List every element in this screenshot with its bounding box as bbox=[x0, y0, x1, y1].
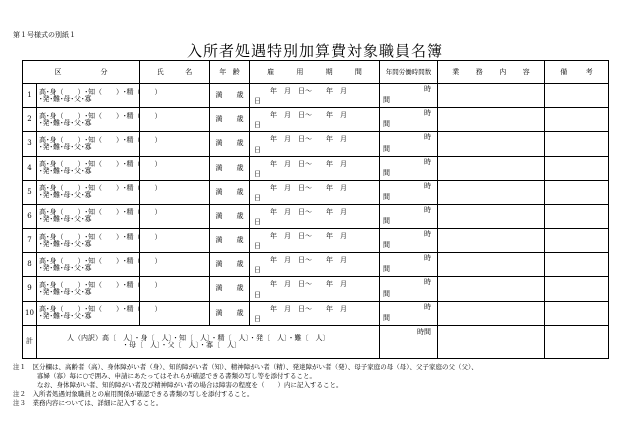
remarks-cell[interactable] bbox=[545, 253, 609, 277]
hours-top: 時 bbox=[424, 85, 431, 93]
duties-cell[interactable] bbox=[438, 84, 545, 108]
period-line1: 年 月 日～ 年 月 bbox=[270, 207, 347, 216]
period-line1: 年 月 日～ 年 月 bbox=[270, 135, 347, 144]
row-number: 3 bbox=[23, 132, 37, 156]
table-row bbox=[23, 253, 609, 277]
table-row bbox=[23, 180, 609, 204]
duties-cell[interactable] bbox=[438, 204, 545, 228]
period-line2: 日 bbox=[254, 121, 261, 130]
hours-cell[interactable] bbox=[380, 132, 438, 156]
table-row bbox=[23, 301, 609, 325]
table-row bbox=[23, 108, 609, 132]
hours-cell[interactable] bbox=[380, 301, 438, 325]
age-cell[interactable]: 満 歳 bbox=[210, 301, 250, 325]
category-line1: 高･身（ ）･知（ ）･精（ ） bbox=[39, 232, 162, 241]
duties-cell[interactable] bbox=[438, 132, 545, 156]
duties-cell[interactable] bbox=[438, 156, 545, 180]
row-number: 8 bbox=[23, 253, 37, 277]
header-nenrei: 年 齢 bbox=[210, 61, 250, 84]
row-number: 6 bbox=[23, 204, 37, 228]
period-line2: 日 bbox=[254, 314, 261, 323]
category-line1: 高･身（ ）･知（ ）･精（ ） bbox=[39, 256, 162, 265]
category-line2: ･発･難･母･父･寡 bbox=[39, 239, 92, 248]
note-1-cont: 寡婦（寡）毎に○で囲み、申請にあたってはそれらが確認できる書類の写し等を添付すること。 bbox=[37, 372, 317, 380]
hours-top: 時 bbox=[424, 205, 431, 214]
header-koyou-kikan: 雇 用 期 間 bbox=[250, 61, 380, 84]
category-line2: ･発･難･母･父･寡 bbox=[39, 167, 92, 176]
remarks-cell[interactable] bbox=[545, 180, 609, 204]
category-cell[interactable] bbox=[37, 229, 162, 253]
header-shimei: 氏 名 bbox=[140, 61, 210, 84]
age-cell[interactable]: 満 歳 bbox=[210, 277, 250, 301]
remarks-cell[interactable] bbox=[545, 108, 609, 132]
category-cell[interactable] bbox=[37, 180, 162, 204]
notes bbox=[13, 363, 623, 408]
header-biko: 備 考 bbox=[545, 61, 609, 84]
hours-bottom: 間 bbox=[383, 289, 390, 298]
table-row bbox=[23, 156, 609, 180]
hours-cell[interactable] bbox=[380, 229, 438, 253]
hours-top: 時 bbox=[424, 109, 431, 118]
duties-cell[interactable] bbox=[438, 301, 545, 325]
period-line1: 年 月 日～ 年 月 bbox=[270, 183, 347, 192]
total-breakdown: 人（内訳）高〔 人〕・身〔 人〕・知〔 人〕・精〔 人〕・発〔 人〕・難〔 人〕 ・母〔 人〕・父〔 人〕・寡〔 人〕 bbox=[37, 325, 380, 358]
total-hours-cell[interactable]: 時間 bbox=[380, 325, 438, 358]
header-annual-hours: 年間労働時間数 bbox=[380, 61, 438, 84]
hours-bottom: 間 bbox=[383, 168, 390, 177]
hours-top: 時 bbox=[424, 278, 431, 287]
category-line2: ･発･難･母･父･寡 bbox=[39, 287, 92, 296]
category-cell[interactable] bbox=[37, 277, 162, 301]
category-cell[interactable] bbox=[37, 301, 162, 325]
period-line2: 日 bbox=[254, 266, 261, 275]
period-line2: 日 bbox=[254, 145, 261, 154]
remarks-cell[interactable] bbox=[545, 156, 609, 180]
hours-bottom: 間 bbox=[383, 217, 390, 226]
remarks-cell[interactable] bbox=[545, 301, 609, 325]
hours-top: 時 bbox=[424, 157, 431, 166]
row-number: 4 bbox=[23, 156, 37, 180]
note-1-extra: なお、身体障がい者、知的障がい者及び精神障がい者の場合は障害の程度を（ ）内に記入すること。 bbox=[37, 381, 343, 389]
age-cell[interactable]: 満 歳 bbox=[210, 108, 250, 132]
period-line2: 日 bbox=[254, 193, 261, 202]
duties-cell[interactable] bbox=[438, 108, 545, 132]
hours-bottom: 間 bbox=[383, 96, 390, 105]
age-cell[interactable]: 満 歳 bbox=[210, 156, 250, 180]
remarks-cell[interactable] bbox=[545, 229, 609, 253]
category-cell[interactable] bbox=[37, 253, 162, 277]
hours-bottom: 間 bbox=[383, 120, 390, 129]
category-line2: ･発･難･母･父･寡 bbox=[39, 312, 92, 321]
age-cell[interactable]: 満 歳 bbox=[210, 253, 250, 277]
category-line2: ･発･難･母･父･寡 bbox=[39, 263, 92, 272]
hours-bottom: 間 bbox=[383, 192, 390, 201]
period-cell[interactable] bbox=[250, 84, 380, 108]
category-line1: 高･身（ ）･知（ ）･精（ ） bbox=[39, 87, 162, 96]
category-line2: ･発･難･母･父･寡 bbox=[39, 118, 92, 127]
category-cell[interactable] bbox=[37, 108, 162, 132]
hours-cell[interactable] bbox=[380, 156, 438, 180]
remarks-cell[interactable] bbox=[545, 204, 609, 228]
hours-cell[interactable] bbox=[380, 84, 438, 108]
period-cell[interactable] bbox=[250, 253, 380, 277]
category-line1: 高･身（ ）･知（ ）･精（ ） bbox=[39, 280, 162, 289]
hours-bottom: 間 bbox=[383, 144, 390, 153]
period-line2: 日 bbox=[254, 97, 261, 106]
note-3: 注３ 業務内容については、詳細に記入すること。 bbox=[13, 399, 163, 407]
hours-top: 時 bbox=[424, 181, 431, 190]
period-cell[interactable] bbox=[250, 277, 380, 301]
age-cell[interactable]: 満 歳 bbox=[210, 84, 250, 108]
total-label: 計 bbox=[23, 325, 37, 358]
age-cell[interactable]: 満 歳 bbox=[210, 229, 250, 253]
period-line2: 日 bbox=[254, 242, 261, 251]
duties-cell[interactable] bbox=[438, 277, 545, 301]
table-row bbox=[23, 204, 609, 228]
period-line2: 日 bbox=[254, 218, 261, 227]
category-cell[interactable] bbox=[37, 204, 162, 228]
hours-top: 時 bbox=[424, 254, 431, 263]
period-line1: 年 月 日～ 年 月 bbox=[270, 304, 347, 313]
staff-roster-table bbox=[22, 60, 609, 359]
age-cell[interactable]: 満 歳 bbox=[210, 180, 250, 204]
hours-cell[interactable] bbox=[380, 108, 438, 132]
header-gyomu-naiyou: 業 務 内 容 bbox=[438, 61, 545, 84]
table-row bbox=[23, 132, 609, 156]
age-cell[interactable]: 満 歳 bbox=[210, 204, 250, 228]
table-row bbox=[23, 84, 609, 108]
category-line2: ･発･難･母･父･寡 bbox=[39, 94, 92, 103]
period-cell[interactable] bbox=[250, 180, 380, 204]
period-cell[interactable] bbox=[250, 108, 380, 132]
period-cell[interactable] bbox=[250, 301, 380, 325]
table-row bbox=[23, 277, 609, 301]
period-cell[interactable] bbox=[250, 132, 380, 156]
row-number: 9 bbox=[23, 277, 37, 301]
period-cell[interactable] bbox=[250, 204, 380, 228]
category-line2: ･発･難･母･父･寡 bbox=[39, 142, 92, 151]
category-line1: 高･身（ ）･知（ ）･精（ ） bbox=[39, 111, 162, 120]
category-line1: 高･身（ ）･知（ ）･精（ ） bbox=[39, 184, 162, 193]
row-number: 7 bbox=[23, 229, 37, 253]
period-cell[interactable] bbox=[250, 229, 380, 253]
period-cell[interactable] bbox=[250, 156, 380, 180]
total-biko-cell[interactable] bbox=[545, 325, 609, 358]
table-row bbox=[23, 229, 609, 253]
period-line2: 日 bbox=[254, 169, 261, 178]
total-gyomu-cell[interactable] bbox=[438, 325, 545, 358]
remarks-cell[interactable] bbox=[545, 132, 609, 156]
row-number: 5 bbox=[23, 180, 37, 204]
hours-cell[interactable] bbox=[380, 204, 438, 228]
hours-bottom: 間 bbox=[383, 241, 390, 250]
period-line1: 年 月 日～ 年 月 bbox=[270, 280, 347, 289]
category-line1: 高･身（ ）･知（ ）･精（ ） bbox=[39, 305, 162, 314]
hours-top: 時 bbox=[424, 230, 431, 239]
period-line1: 年 月 日～ 年 月 bbox=[270, 256, 347, 265]
duties-cell[interactable] bbox=[438, 180, 545, 204]
period-line1: 年 月 日～ 年 月 bbox=[270, 232, 347, 241]
note-2: 注２ 入所者処遇対象職員との雇用関係が確認できる書類の写しを添付すること。 bbox=[13, 390, 254, 398]
hours-cell[interactable] bbox=[380, 253, 438, 277]
period-line2: 日 bbox=[254, 290, 261, 299]
period-line1: 年 月 日～ 年 月 bbox=[270, 111, 347, 120]
category-cell[interactable] bbox=[37, 132, 162, 156]
age-cell[interactable]: 満 歳 bbox=[210, 132, 250, 156]
remarks-cell[interactable] bbox=[545, 277, 609, 301]
duties-cell[interactable] bbox=[438, 253, 545, 277]
page-title: 入所者処遇特別加算費対象職員名簿 bbox=[186, 42, 443, 60]
note-1: 注１ 区分欄は、高齢者（高）、身体障がい者（身）、知的障がい者（知）、精神障がい者（精）、発達障がい者（発）、母子家庭の母（母）、父子家庭の父（父）、 bbox=[13, 363, 478, 371]
duties-cell[interactable] bbox=[438, 229, 545, 253]
hours-cell[interactable] bbox=[380, 180, 438, 204]
row-number: 10 bbox=[23, 301, 37, 325]
form-label: 第１号様式の別紙１ bbox=[13, 31, 76, 39]
header-kubun: 区 分 bbox=[23, 61, 140, 84]
category-cell[interactable] bbox=[37, 84, 162, 108]
category-cell[interactable] bbox=[37, 156, 162, 180]
category-line1: 高･身（ ）･知（ ）･精（ ） bbox=[39, 208, 162, 217]
category-line2: ･発･難･母･父･寡 bbox=[39, 191, 92, 200]
period-line1: 年 月 日～ 年 月 bbox=[270, 87, 347, 95]
hours-top: 時 bbox=[424, 133, 431, 142]
category-line2: ･発･難･母･父･寡 bbox=[39, 215, 92, 224]
remarks-cell[interactable] bbox=[545, 84, 609, 108]
category-line1: 高･身（ ）･知（ ）･精（ ） bbox=[39, 135, 162, 144]
hours-bottom: 間 bbox=[383, 265, 390, 274]
hours-bottom: 間 bbox=[383, 313, 390, 322]
row-number: 1 bbox=[23, 84, 37, 108]
period-line1: 年 月 日～ 年 月 bbox=[270, 159, 347, 168]
hours-top: 時 bbox=[424, 302, 431, 311]
hours-cell[interactable] bbox=[380, 277, 438, 301]
row-number: 2 bbox=[23, 108, 37, 132]
category-line1: 高･身（ ）･知（ ）･精（ ） bbox=[39, 160, 162, 169]
